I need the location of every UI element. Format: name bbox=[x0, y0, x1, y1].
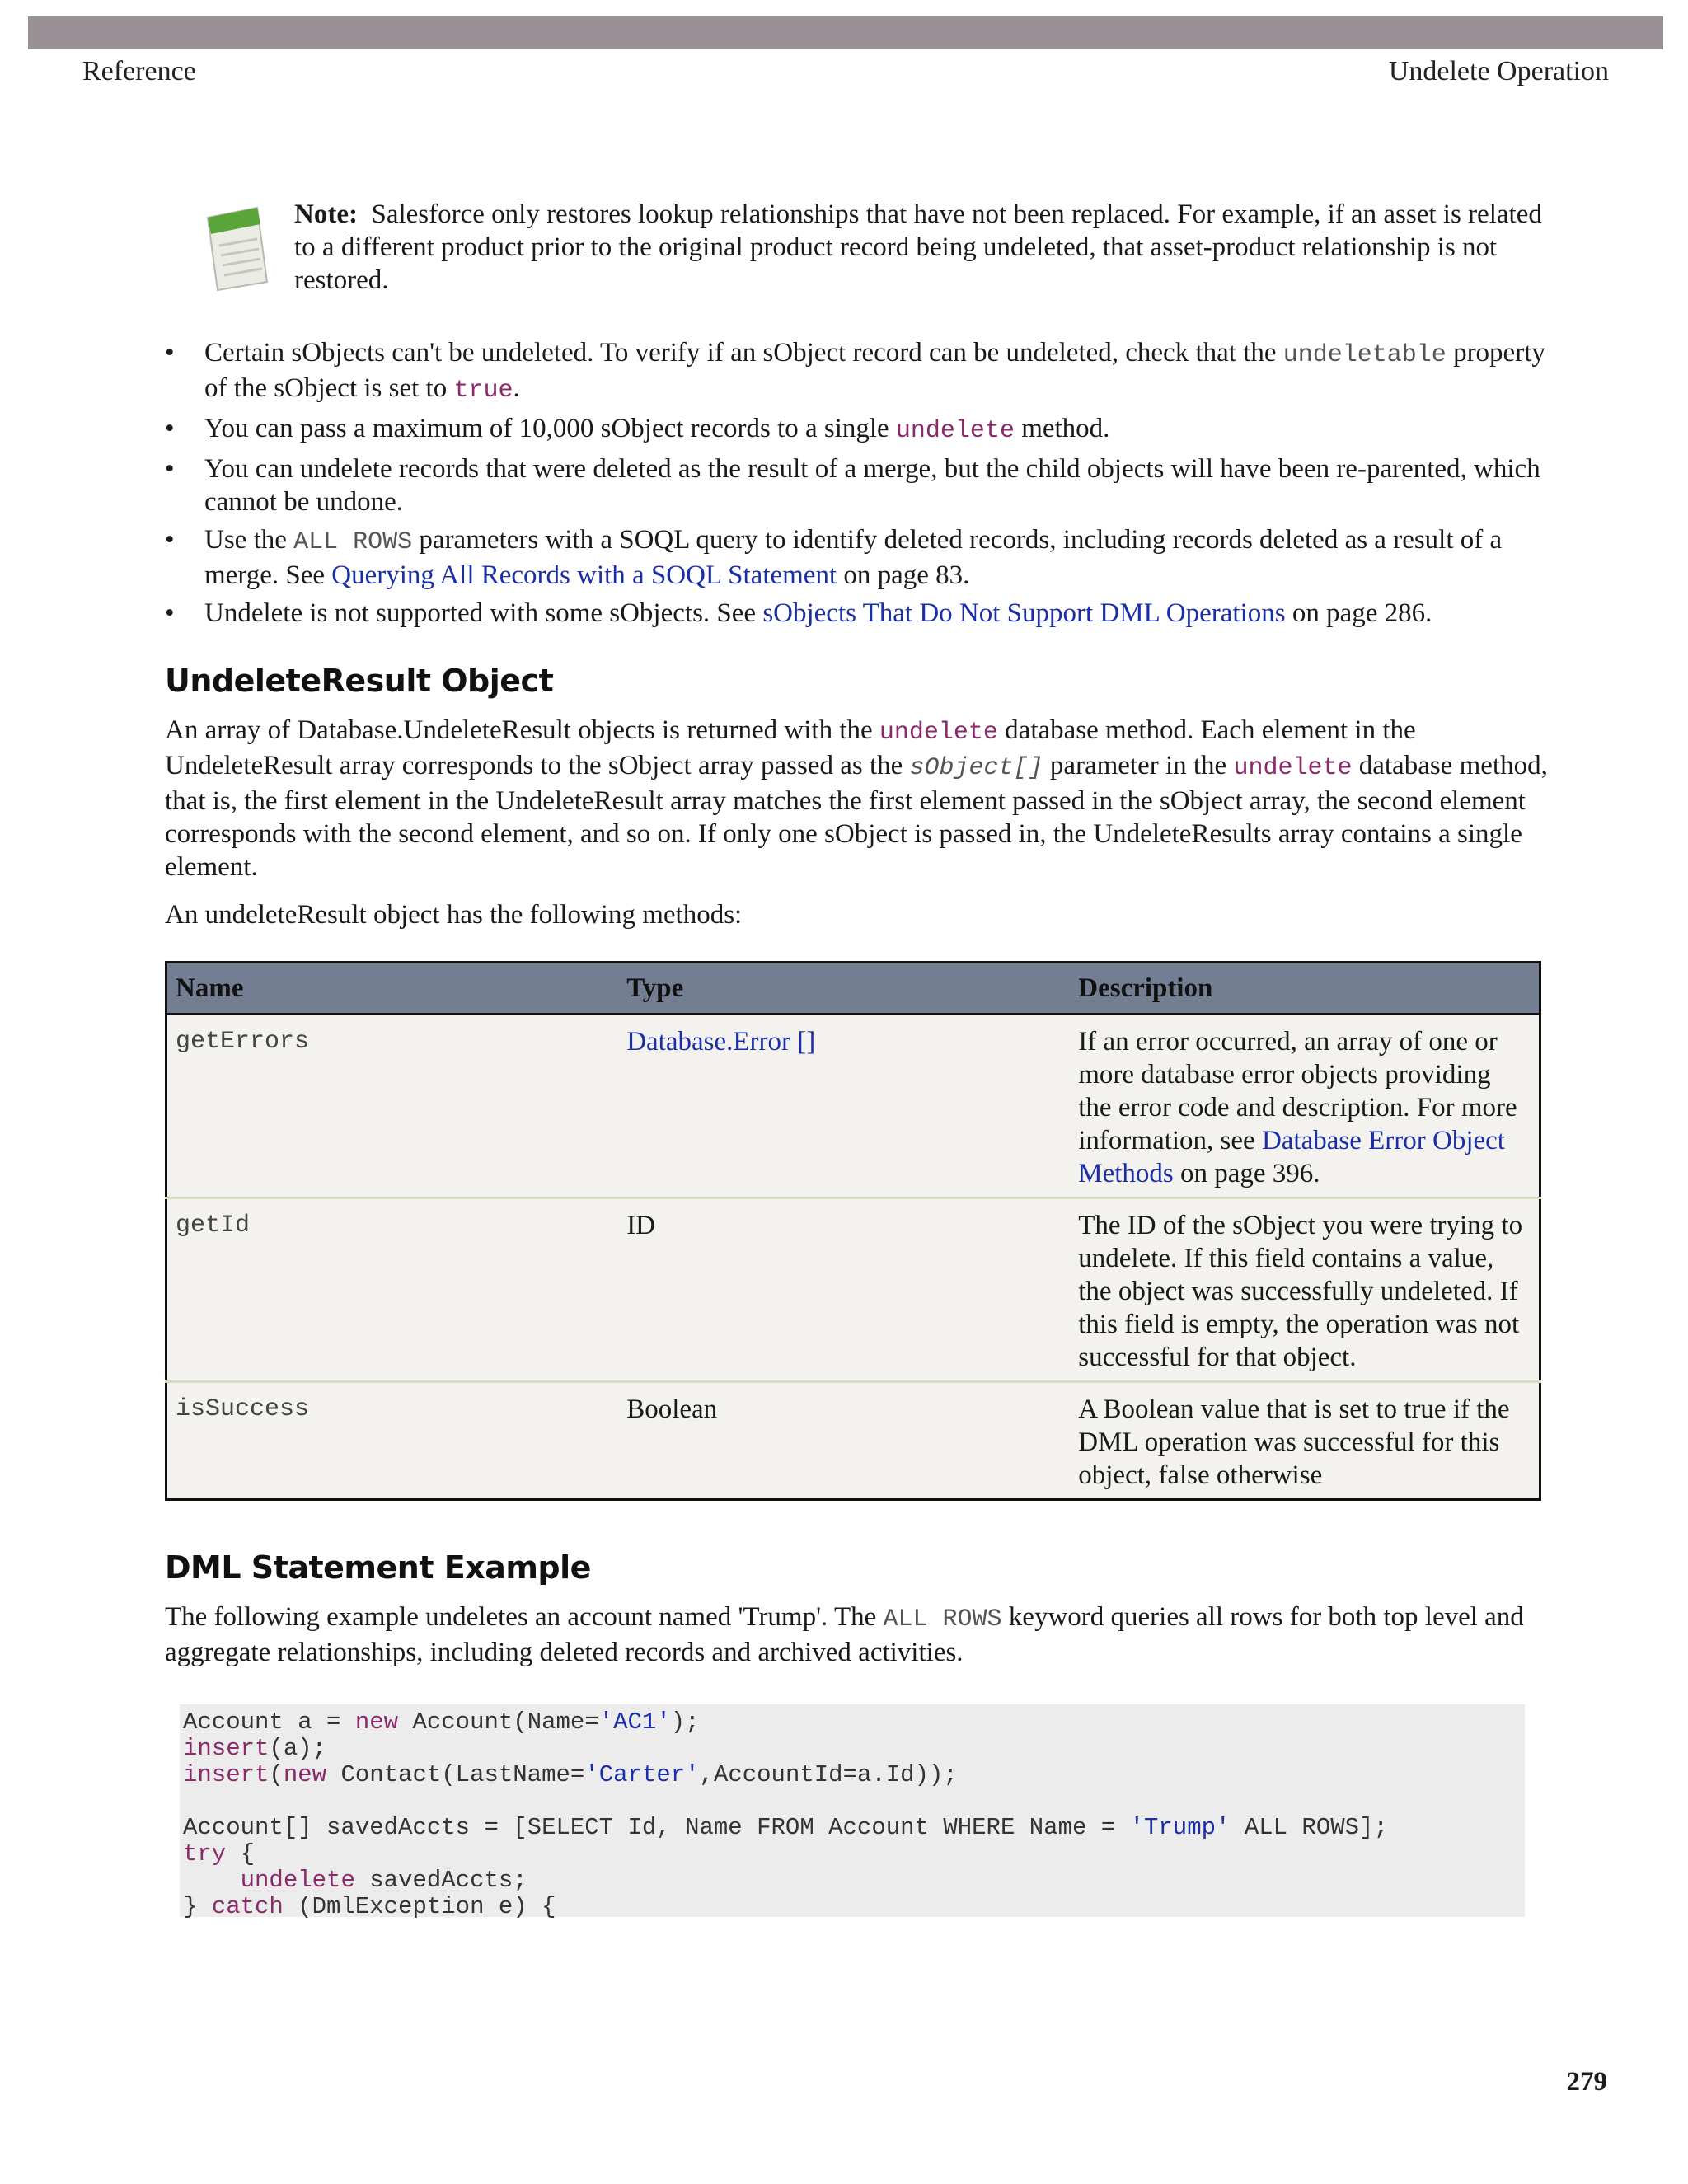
table-row bbox=[166, 1382, 1540, 1500]
code-undelete: undelete bbox=[895, 417, 1015, 445]
method-description-cell bbox=[1070, 1015, 1540, 1198]
section-heading-dml-example: DML Statement Example bbox=[165, 1549, 591, 1586]
list-item bbox=[165, 452, 1550, 518]
para-text: keyword queries all rows for both top level and aggregate relationships, including deleted records and archived activities. bbox=[165, 1602, 1524, 1667]
table-row bbox=[166, 1015, 1540, 1198]
bullet-text: parameters with a SOQL query to identify deleted records, including records deleted as a result of a merge. See bbox=[204, 525, 1503, 590]
note-pad-icon bbox=[203, 203, 272, 293]
code-true: true bbox=[453, 377, 513, 405]
bullet-text: on page 286. bbox=[1285, 598, 1432, 628]
bullet-text: method. bbox=[1014, 414, 1110, 443]
code-undelete: undelete bbox=[1233, 754, 1353, 782]
code-text: Account a = bbox=[183, 1708, 355, 1736]
page-number: 279 bbox=[1566, 2067, 1607, 2097]
column-header-type: Type bbox=[618, 963, 1070, 1015]
methods-intro: An undeleteResult object has the following methods: bbox=[165, 900, 743, 930]
method-name-cell: getErrors bbox=[166, 1015, 619, 1198]
para-text: parameter in the bbox=[1043, 751, 1234, 780]
note-text-block bbox=[294, 198, 1547, 297]
bullet-text: Use the bbox=[204, 525, 294, 555]
code-text: ,AccountId=a.Id)); bbox=[699, 1761, 958, 1788]
link-querying-all-records[interactable]: Querying All Records with a SOQL Statement bbox=[331, 560, 837, 590]
running-header-right: Undelete Operation bbox=[1388, 56, 1609, 87]
methods-table bbox=[165, 961, 1541, 1501]
bullet-text: You can pass a maximum of 10,000 sObject records to a single bbox=[204, 414, 896, 443]
code-text: ); bbox=[670, 1708, 700, 1736]
code-text bbox=[183, 1867, 241, 1894]
table-row bbox=[166, 1198, 1540, 1382]
code-all-rows: ALL ROWS bbox=[883, 1605, 1002, 1633]
code-text: savedAccts; bbox=[354, 1867, 528, 1894]
section-heading-undeleteresult: UndeleteResult Object bbox=[165, 663, 554, 699]
code-text: Account[] savedAccts = [SELECT Id, Name FROM Account WHERE Name = bbox=[183, 1814, 1130, 1841]
note-body: Salesforce only restores lookup relationships that have not been replaced. For example, if an asset is related to a different product prior to the original product record being undeleted, that asset-product relationship is not restored. bbox=[294, 199, 1542, 295]
bullet-text: Certain sObjects can't be undeleted. To verify if an sObject record can be undeleted, check that the bbox=[204, 338, 1283, 368]
code-block bbox=[180, 1704, 1525, 1920]
code-keyword: try bbox=[183, 1840, 227, 1868]
method-type-cell bbox=[618, 1015, 1070, 1198]
method-name-cell: getId bbox=[166, 1198, 619, 1382]
para-text: database method. Each element in the UndeleteResult array corresponds to the sObject array passed as the bbox=[165, 715, 1416, 780]
desc-text: on page 396. bbox=[1173, 1159, 1320, 1188]
list-item bbox=[165, 597, 1550, 630]
dml-example-paragraph bbox=[165, 1601, 1550, 1669]
code-string: 'Carter' bbox=[584, 1761, 700, 1788]
code-keyword: undelete bbox=[240, 1867, 355, 1894]
top-bar bbox=[28, 16, 1663, 49]
running-header-left: Reference bbox=[82, 56, 196, 87]
bullet-text: . bbox=[513, 373, 520, 403]
code-all-rows: ALL ROWS bbox=[293, 528, 413, 556]
code-text: (a); bbox=[269, 1735, 327, 1762]
code-text: ALL ROWS]; bbox=[1230, 1814, 1388, 1841]
code-keyword: insert bbox=[183, 1761, 270, 1788]
para-text: database method, that is, the first element in the UndeleteResult array matches the first element passed in the sObject array, the second element corresponds with the second element, and so on. If only one sObject is passed in, the UndeleteResults array contains a single element. bbox=[165, 751, 1548, 882]
method-description-cell: A Boolean value that is set to true if the DML operation was successful for this object, false otherwise bbox=[1070, 1382, 1540, 1500]
method-type-cell: ID bbox=[618, 1198, 1070, 1382]
code-sobject-array: sObject[] bbox=[909, 754, 1043, 782]
code-keyword: insert bbox=[183, 1735, 270, 1762]
list-item bbox=[165, 412, 1550, 448]
method-name-cell: isSuccess bbox=[166, 1382, 619, 1500]
code-string: 'Trump' bbox=[1129, 1814, 1231, 1841]
table-header-row bbox=[166, 963, 1540, 1015]
column-header-description: Description bbox=[1070, 963, 1540, 1015]
para-text: An array of Database.UndeleteResult objects is returned with the bbox=[165, 715, 879, 745]
list-item bbox=[165, 336, 1550, 407]
undeleteresult-paragraph bbox=[165, 714, 1550, 883]
code-text: ( bbox=[269, 1761, 284, 1788]
method-type-cell: Boolean bbox=[618, 1382, 1070, 1500]
para-text: The following example undeletes an account named 'Trump'. The bbox=[165, 1602, 884, 1632]
column-header-name: Name bbox=[166, 963, 619, 1015]
bullet-text: Undelete is not supported with some sObjects. See bbox=[204, 598, 763, 628]
code-keyword: new bbox=[354, 1708, 399, 1736]
code-text: Account(Name= bbox=[398, 1708, 599, 1736]
code-listing bbox=[183, 1709, 1522, 1920]
note-label: Note: bbox=[294, 199, 358, 229]
desc-text: If an error occurred, an array of one or more database error objects providing the error code and description. For more information, see bbox=[1078, 1027, 1517, 1155]
link-database-error-object-methods[interactable]: Database Error Object Methods bbox=[1078, 1126, 1505, 1188]
code-undeletable: undeletable bbox=[1282, 341, 1447, 369]
link-database-error[interactable]: Database.Error [] bbox=[626, 1027, 816, 1057]
code-text: } bbox=[183, 1893, 212, 1920]
bullet-list bbox=[165, 336, 1550, 635]
bullet-text: on page 83. bbox=[837, 560, 970, 590]
code-text: { bbox=[226, 1840, 256, 1868]
code-undelete: undelete bbox=[879, 719, 998, 747]
code-text: Contact(LastName= bbox=[326, 1761, 585, 1788]
code-keyword: catch bbox=[211, 1893, 284, 1920]
list-item bbox=[165, 523, 1550, 592]
code-text: (DmlException e) { bbox=[283, 1893, 556, 1920]
link-sobjects-no-dml[interactable]: sObjects That Do Not Support DML Operations bbox=[762, 598, 1286, 628]
code-string: 'AC1' bbox=[598, 1708, 671, 1736]
bullet-text: property of the sObject is set to bbox=[204, 338, 1545, 403]
method-description-cell: The ID of the sObject you were trying to undelete. If this field contains a value, the object was successfully undeleted. If this field is empty, the operation was not successful for that object. bbox=[1070, 1198, 1540, 1382]
code-keyword: new bbox=[283, 1761, 327, 1788]
bullet-text: You can undelete records that were deleted as the result of a merge, but the child objects will have been re-parented, which cannot be undone. bbox=[204, 454, 1540, 517]
